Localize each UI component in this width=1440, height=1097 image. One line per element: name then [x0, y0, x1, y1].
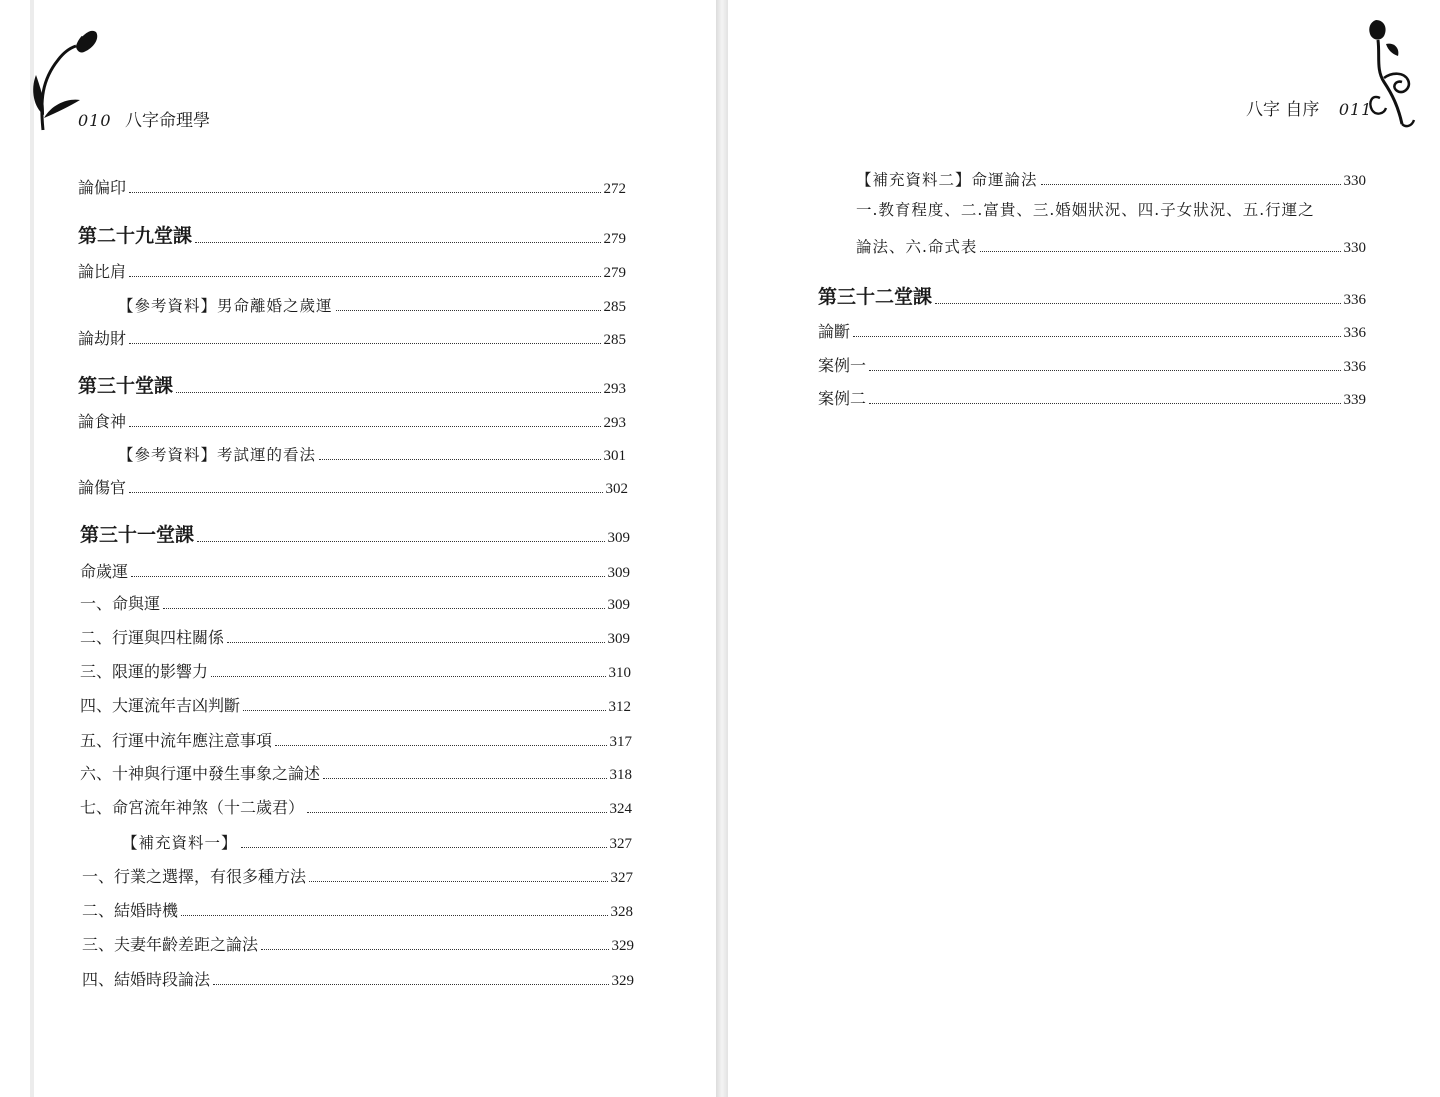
toc-entry-title: 【參考資料】男命離婚之歲運: [118, 297, 333, 315]
toc-entry-page: 318: [609, 767, 632, 783]
toc-entry-page: 272: [603, 181, 626, 197]
toc-entry: [856, 231, 1366, 257]
dot-leader: [129, 192, 600, 193]
dot-leader: [1041, 184, 1341, 185]
toc-entry-page: 330: [1343, 173, 1366, 189]
dot-leader: [853, 336, 1340, 337]
toc-entry-page: 279: [603, 265, 626, 281]
toc-entry-page: 324: [609, 801, 632, 817]
toc-chapter: [80, 521, 630, 547]
dot-leader: [241, 847, 607, 848]
toc-entry-page: 309: [607, 530, 630, 546]
toc-entry-page: 293: [603, 415, 626, 431]
toc-entry-title: 論劫財: [78, 329, 127, 348]
toc-entry-page: 330: [1343, 240, 1366, 256]
toc-entry-title: 七、命宮流年神煞（十二歲君）: [80, 798, 305, 817]
toc-entry: [80, 656, 631, 682]
toc-entry: [82, 964, 634, 990]
toc-entry-page: 329: [611, 973, 634, 989]
dot-leader: [131, 576, 604, 577]
toc-entry-title: 第三十堂課: [78, 375, 174, 397]
toc-entry-page: 336: [1343, 292, 1366, 308]
dot-leader: [307, 812, 606, 813]
toc-entry: [80, 758, 632, 784]
toc-entry-title: 一、行業之選擇，有很多種方法: [82, 867, 307, 886]
toc-chapter: [78, 222, 626, 248]
toc-entry-page: 339: [1343, 392, 1366, 408]
toc-entry-title: 論食神: [78, 412, 127, 431]
dot-leader: [197, 541, 604, 542]
toc-entry: [82, 895, 633, 921]
toc-entry: [80, 690, 631, 716]
toc-entry: [78, 323, 626, 349]
header-title: 八字 自序: [1246, 100, 1320, 120]
page-header: [78, 106, 210, 131]
toc-entry-title: 【補充資料一】: [122, 834, 238, 852]
toc-entry-title: 第三十二堂課: [818, 286, 933, 308]
dot-leader: [323, 778, 606, 779]
toc-entry-page: 285: [603, 332, 626, 348]
dot-leader: [319, 459, 600, 460]
toc-entry: [118, 290, 626, 316]
toc-entry-title: 案例一: [818, 356, 867, 375]
dot-leader: [129, 276, 600, 277]
page-number: 010: [78, 111, 112, 130]
toc-entry-title: 二、結婚時機: [82, 901, 179, 920]
toc-entry: [78, 256, 626, 282]
toc-entry: [856, 164, 1366, 190]
toc-entry-title: 【參考資料】考試運的看法: [118, 446, 317, 464]
toc-entry-page: 285: [603, 299, 626, 315]
toc-entry: [78, 172, 626, 198]
toc-entry-continuation: 一.教育程度、二.富貴、三.婚姻狀況、四.子女狀況、五.行運之: [856, 201, 1315, 219]
book-gutter: [716, 0, 728, 1097]
dot-leader: [980, 251, 1340, 252]
toc-entry-title: 【補充資料二】命運論法: [856, 171, 1038, 189]
toc-entry: [80, 725, 632, 751]
toc-entry-page: 317: [609, 734, 632, 750]
dot-leader: [211, 676, 605, 677]
toc-entry-title: 論傷官: [78, 478, 127, 497]
toc-entry-page: 310: [608, 665, 631, 681]
dot-leader: [129, 343, 600, 344]
page-header: [1246, 95, 1372, 120]
page-edge: [30, 0, 34, 1097]
toc-entry-page: 327: [610, 870, 633, 886]
toc-entry: [118, 439, 626, 465]
toc-entry-title: 論法、六.命式表: [856, 238, 978, 256]
dot-leader: [181, 915, 607, 916]
toc-entry: [80, 556, 630, 582]
toc-entry-title: 三、夫妻年齡差距之論法: [82, 935, 259, 954]
dot-leader: [129, 426, 600, 427]
toc-entry: [78, 472, 628, 498]
toc-entry-page: 329: [611, 938, 634, 954]
toc-entry-page: 309: [607, 597, 630, 613]
toc-entry-title: 二、行運與四柱關係: [80, 628, 225, 647]
toc-chapter: [818, 283, 1366, 309]
dot-leader: [195, 242, 600, 243]
tulip-ornament-icon: [1358, 16, 1418, 134]
toc-entry-page: 328: [610, 904, 633, 920]
toc-entry-page: 336: [1343, 359, 1366, 375]
toc-entry-title: 一、命與運: [80, 594, 161, 613]
toc-entry-page: 302: [605, 481, 628, 497]
toc-chapter: [78, 372, 626, 398]
dot-leader: [176, 392, 600, 393]
toc-entry-title: 論偏印: [78, 178, 127, 197]
book-title: 八字命理學: [124, 111, 210, 131]
toc-entry-title: 論比肩: [78, 262, 127, 281]
dot-leader: [275, 745, 606, 746]
toc-entry: [82, 861, 633, 887]
toc-entry-title: 五、行運中流年應注意事項: [80, 731, 273, 750]
dot-leader: [261, 949, 608, 950]
toc-entry: [82, 929, 634, 955]
toc-entry: [122, 827, 632, 853]
toc-entry-page: 312: [608, 699, 631, 715]
dot-leader: [935, 303, 1340, 304]
page-number: 011: [1338, 100, 1373, 119]
toc-entry: [818, 383, 1366, 409]
toc-entry: [80, 588, 630, 614]
dot-leader: [129, 492, 602, 493]
toc-entry-page: 309: [607, 565, 630, 581]
dot-leader: [869, 403, 1340, 404]
toc-entry-title: 四、結婚時段論法: [82, 970, 211, 989]
toc-entry: [78, 406, 626, 432]
toc-entry-title: 命歲運: [80, 562, 129, 581]
toc-entry-page: 293: [603, 381, 626, 397]
dot-leader: [213, 984, 608, 985]
toc-entry-title: 第三十一堂課: [80, 524, 195, 546]
toc-entry-title: 案例二: [818, 389, 867, 408]
toc-entry: [80, 792, 632, 818]
toc-entry: [818, 350, 1366, 376]
dot-leader: [309, 881, 607, 882]
toc-entry-page: 301: [603, 448, 626, 464]
dot-leader: [227, 642, 604, 643]
toc-entry-title: 三、限運的影響力: [80, 662, 209, 681]
toc-entry-page: 279: [603, 231, 626, 247]
toc-entry-title: 第二十九堂課: [78, 225, 193, 247]
left-page: [0, 0, 716, 1097]
toc-entry: [80, 622, 630, 648]
toc-entry-title: 四、大運流年吉凶判斷: [80, 696, 241, 715]
dot-leader: [336, 310, 601, 311]
dot-leader: [163, 608, 604, 609]
dot-leader: [243, 710, 605, 711]
toc-entry-title: 論斷: [818, 322, 851, 341]
dot-leader: [869, 370, 1340, 371]
toc-entry-title: 六、十神與行運中發生事象之論述: [80, 764, 321, 783]
right-page: [728, 0, 1440, 1097]
toc-entry-page: 327: [609, 836, 632, 852]
toc-entry-page: 309: [607, 631, 630, 647]
toc-entry: [818, 316, 1366, 342]
toc-entry-page: 336: [1343, 325, 1366, 341]
